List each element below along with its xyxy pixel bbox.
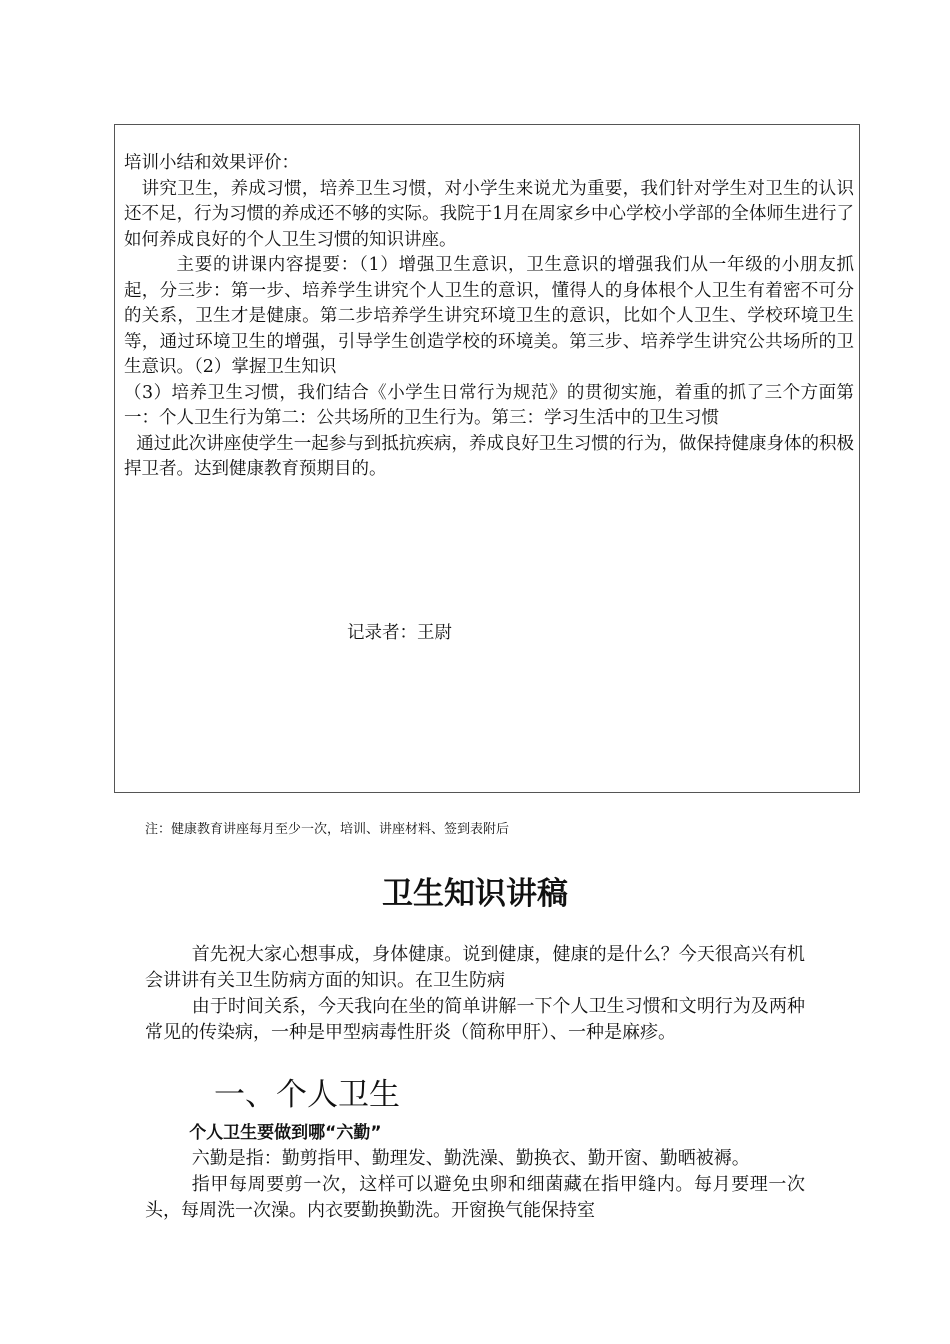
training-summary-box	[114, 124, 860, 793]
summary-content	[124, 151, 854, 483]
summary-heading: 培训小结和效果评价：	[124, 153, 299, 173]
section-1-subheading: 个人卫生要做到哪“六勤”	[189, 1123, 382, 1143]
recorder-line: 记录者：王尉	[347, 623, 452, 643]
summary-paragraph-1: 讲究卫生，养成习惯，培养卫生习惯，对小学生来说尤为重要，我们针对学生对卫生的认识还不足，行为习惯的养成还不够的实际。我院于1月在周家乡中心学校小学部的全体师生进行了如何养成良好的个人卫生习惯的知识讲座。	[124, 178, 854, 250]
intro-paragraph-2: 由于时间关系，今天我向在坐的简单讲解一下个人卫生习惯和文明行为及两种常见的传染病，一种是甲型病毒性肝炎（简称甲肝）、一种是麻疹。	[145, 996, 805, 1043]
summary-paragraph-4: 通过此次讲座使学生一起参与到抵抗疾病，养成良好卫生习惯的行为，做保持健康身体的积极捍卫者。达到健康教育预期目的。	[124, 433, 854, 479]
footnote: 注：健康教育讲座每月至少一次，培训、讲座材料、签到表附后	[145, 822, 510, 837]
section-1-paragraph-2: 指甲每周要剪一次，这样可以避免虫卵和细菌藏在指甲缝内。每月要理一次头，每周洗一次澡。内衣要勤换勤洗。开窗换气能保持室	[145, 1174, 805, 1221]
document-title: 卫生知识讲稿	[382, 876, 568, 912]
intro-section	[145, 942, 805, 1046]
section-1-paragraph-1: 六勤是指：勤剪指甲、勤理发、勤洗澡、勤换衣、勤开窗、勤晒被褥。	[191, 1148, 750, 1169]
intro-paragraph-1: 首先祝大家心想事成，身体健康。说到健康，健康的是什么？今天很高兴有机会讲讲有关卫生防病方面的知识。在卫生防病	[145, 944, 805, 991]
summary-paragraph-3: （3）培养卫生习惯，我们结合《小学生日常行为规范》的贯彻实施，着重的抓了三个方面第一：个人卫生行为第二：公共场所的卫生行为。第三：学习生活中的卫生习惯	[124, 382, 854, 428]
summary-paragraph-2: 主要的讲课内容提要：（1）增强卫生意识，卫生意识的增强我们从一年级的小朋友抓起，分三步：第一步、培养学生讲究个人卫生的意识，懂得人的身体根个人卫生有着密不可分的关系，卫生才是健康。第二步培养学生讲究环境卫生的意识，比如个人卫生、学校环境卫生等，通过环境卫生的增强，引导学生创造学校的环境美。第三步、培养学生讲究公共场所的卫生意识。（2）掌握卫生知识	[124, 255, 854, 377]
section-1-heading: 一、个人卫生	[214, 1077, 400, 1113]
section-1-body	[145, 1120, 805, 1224]
